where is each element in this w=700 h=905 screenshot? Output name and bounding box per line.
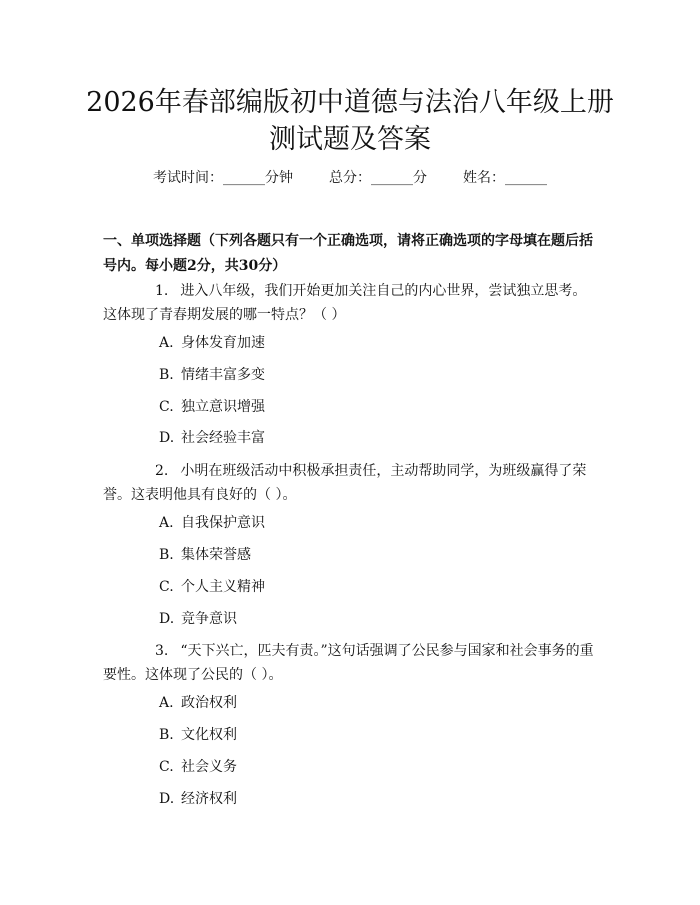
question-number: 2. (155, 463, 169, 479)
document-title-line-2: 测试题及答案 (269, 124, 431, 155)
option-letter: B. (159, 367, 174, 383)
option-letter: A. (159, 695, 174, 711)
section-heading: 一、单项选择题（下列各题只有一个正确选项，请将正确选项的字母填在题后括号内。每小题2分，共30分） (103, 233, 593, 274)
option-letter: B. (159, 547, 174, 563)
question-2-option-b (159, 545, 251, 565)
option-text: 自我保护意识 (181, 515, 265, 531)
question-3-option-b (159, 725, 237, 745)
option-letter: C. (159, 399, 174, 415)
question-2-option-d (159, 609, 237, 629)
question-1 (103, 279, 597, 327)
option-text: 文化权利 (181, 727, 237, 743)
question-3-option-d (159, 789, 237, 809)
question-3 (103, 639, 597, 687)
question-1-option-c (159, 397, 265, 417)
question-1-option-b (159, 365, 265, 385)
exam-time-field: 考试时间：______分钟 (153, 170, 293, 186)
question-text: “天下兴亡，匹夫有责。”这句话强调了公民参与国家和社会事务的重要性。这体现了公民的（ ）。 (103, 643, 594, 683)
option-text: 经济权利 (181, 791, 237, 807)
option-text: 竞争意识 (181, 611, 237, 627)
student-name-field: 姓名：______ (463, 170, 547, 186)
option-letter: D. (159, 791, 175, 807)
question-1-option-d (159, 428, 265, 448)
option-text: 社会义务 (181, 759, 237, 775)
question-3-option-c (159, 757, 237, 777)
option-text: 独立意识增强 (181, 399, 265, 415)
question-2 (103, 459, 597, 507)
option-letter: D. (159, 430, 175, 446)
question-1-option-a (159, 333, 265, 353)
exam-meta (0, 168, 700, 188)
option-text: 个人主义精神 (181, 579, 265, 595)
document-title-line-1: 2026年春部编版初中道德与法治八年级上册 (86, 87, 614, 118)
question-2-option-c (159, 577, 265, 597)
question-number: 3. (155, 643, 169, 659)
question-text: 进入八年级，我们开始更加关注自己的内心世界，尝试独立思考。这体现了青春期发展的哪一特点？（ ） (103, 283, 587, 323)
question-text: 小明在班级活动中积极承担责任，主动帮助同学，为班级赢得了荣誉。这表明他具有良好的（ ）。 (103, 463, 587, 503)
option-letter: A. (159, 335, 174, 351)
option-text: 集体荣誉感 (181, 547, 251, 563)
question-3-option-a (159, 693, 237, 713)
option-text: 社会经验丰富 (181, 430, 265, 446)
question-2-option-a (159, 513, 265, 533)
option-text: 身体发育加速 (181, 335, 265, 351)
option-letter: D. (159, 611, 175, 627)
total-score-field: 总分：______分 (329, 170, 427, 186)
option-text: 情绪丰富多变 (181, 367, 265, 383)
option-letter: C. (159, 579, 174, 595)
option-letter: C. (159, 759, 174, 775)
option-letter: B. (159, 727, 174, 743)
option-letter: A. (159, 515, 174, 531)
option-text: 政治权利 (181, 695, 237, 711)
question-number: 1. (155, 283, 169, 299)
